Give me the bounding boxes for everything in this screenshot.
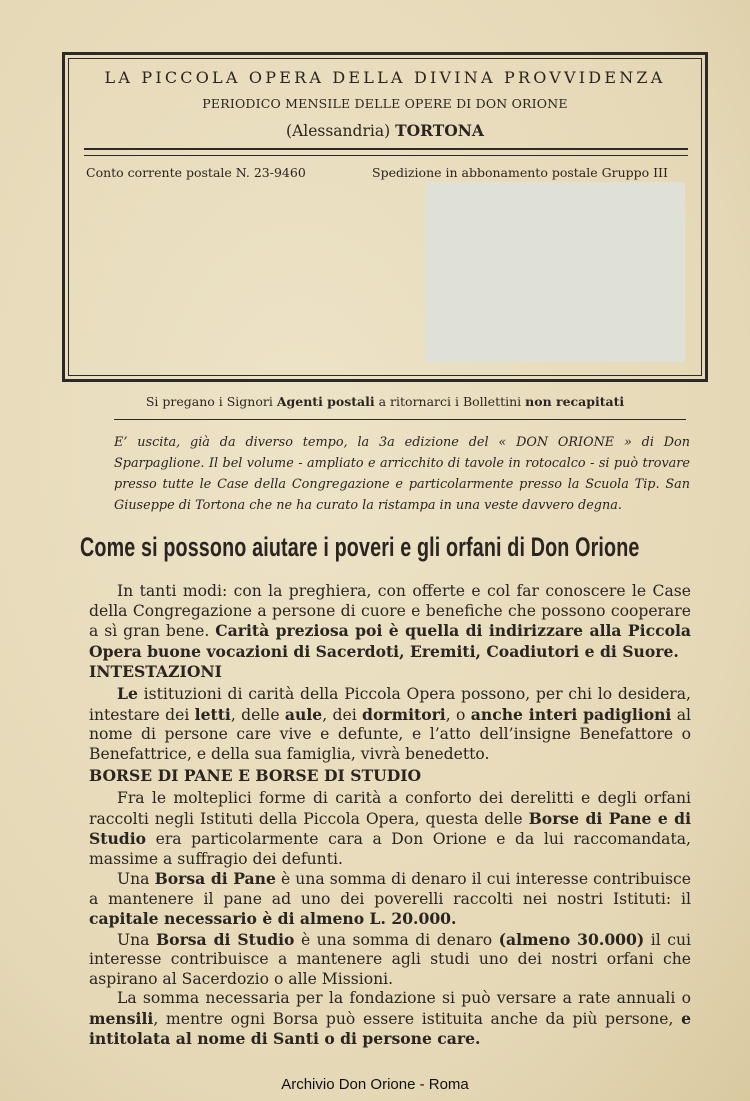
masthead-rule	[84, 148, 688, 156]
section-heading-intestazioni: INTESTAZIONI	[89, 662, 222, 681]
intro-paragraph	[89, 582, 691, 662]
masthead-subtitle: PERIODICO MENSILE DELLE OPERE DI DON ORIONE	[202, 96, 568, 111]
borse-p1-text-b: era particolarmente cara a Don Orione e da lui raccomandata, massime a suffragio dei defunti.	[89, 830, 691, 868]
borse-p1-text-a: Fra le molteplici forme di carità a conforto dei derelitti e degli orfani raccolti negli Istituti della Piccola Opera, questa delle	[89, 789, 691, 828]
masthead-title: LA PICCOLA OPERA DELLA DIVINA PROVVIDENZA	[104, 68, 666, 87]
borse-p3-bold-2: (almeno 30.000)	[498, 929, 645, 949]
intest-dormitori: dormitori	[362, 704, 446, 724]
borse-p2-text-b: è una somma di denaro il cui interesse contribuisce a mantenere il pane ad uno dei poverelli raccolti nei nostri Istituti: il	[89, 870, 691, 908]
postal-account: Conto corrente postale N. 23-9460	[86, 165, 306, 180]
archive-footer: Archivio Don Orione - Roma	[281, 1076, 469, 1093]
borse-p3-bold: Borsa di Studio	[155, 929, 295, 949]
notice-bold-1: Agenti postali	[276, 394, 375, 409]
address-label-area	[425, 182, 685, 362]
intest-text-b: , delle	[230, 705, 285, 724]
city-name: TORTONA	[395, 121, 484, 140]
borse-p3-text-a: Una	[117, 930, 156, 949]
masthead-city	[70, 121, 700, 140]
borse-p4-text-a: La somma necessaria per la fondazione si può versare a rate annuali o	[117, 989, 691, 1007]
notice-rule	[114, 419, 686, 420]
borse-p3-text-c: il cui interesse contribuisce a mantenere agli studi uno dei nostri orfani che aspirano al Sacerdozio o alle Missioni.	[89, 930, 691, 988]
intest-padiglioni: anche interi padiglioni	[470, 704, 672, 724]
borse-p4-bold-2: e intitolata al nome di Santi o di persone care.	[89, 1008, 691, 1048]
borse-p2-bold-2: capitale necessario è di almeno L. 20.000.	[89, 909, 457, 928]
book-announcement: E’ uscita, già da diverso tempo, la 3a edizione del « DON ORIONE » di Don Sparpaglione. Il bel volume - ampliato e arricchito di tavole in rotocalco - si può trovare presso tutte le Case della Congregazione e particolarmente presso la Scuola Tip. San Giuseppe di Tortona che ne ha curato la ristampa in una veste davvero degna.	[114, 435, 690, 513]
postal-notice	[62, 394, 708, 409]
intest-letti: letti	[194, 704, 231, 724]
borse-p2-bold: Borsa di Pane	[154, 869, 276, 888]
borse-p4-text-b: , mentre ogni Borsa può essere istituita anche da più persone,	[153, 1009, 682, 1028]
city-prefix: (Alessandria)	[286, 122, 391, 140]
intest-text-d: , o	[445, 705, 471, 724]
section-heading-borse: BORSE DI PANE E BORSE DI STUDIO	[89, 766, 422, 785]
notice-bold-2: non recapitati	[525, 394, 625, 409]
intro-text: In tanti modi: con la preghiera, con offerte e col far conoscere le Case della Congregazione a persone di cuore e benefiche che possono cooperare a sì gran bene.	[89, 582, 691, 640]
postal-shipping: Spedizione in abbonamento postale Gruppo III	[372, 165, 668, 180]
intro-bold: Carità preziosa poi è quella di indirizzare alla Piccola Opera buone vocazioni di Sacerdoti, Eremiti, Coadiutori e di Suore.	[89, 621, 691, 661]
intest-text-c: , dei	[322, 705, 363, 724]
intest-text-a: istituzioni di carità della Piccola Opera possono, per chi lo desidera, intestare dei	[89, 685, 691, 724]
article-headline: Come si possono aiutare i poveri e gli orfani di Don Orione	[80, 532, 640, 562]
intest-text-e: al nome di persone care vive e defunte, e l’atto dell’insigne Benefattore o Benefattrice, e della sua famiglia, vivrà benedetto.	[89, 705, 691, 763]
borse-paragraphs	[89, 789, 691, 1050]
borse-p2-text-a: Una	[117, 870, 155, 888]
intest-bold-le: Le	[117, 684, 138, 703]
notice-text-1: Si pregano i Signori	[145, 394, 277, 409]
borse-p1-bold: Borse di Pane e di Studio	[89, 808, 691, 848]
borse-p4-bold: mensili	[89, 1008, 154, 1028]
notice-text-2: a ritornarci i Bollettini	[374, 394, 526, 409]
intest-aule: aule	[284, 704, 323, 724]
borse-p3-text-b: è una somma di denaro	[294, 930, 499, 949]
intestazioni-paragraph	[89, 684, 691, 764]
